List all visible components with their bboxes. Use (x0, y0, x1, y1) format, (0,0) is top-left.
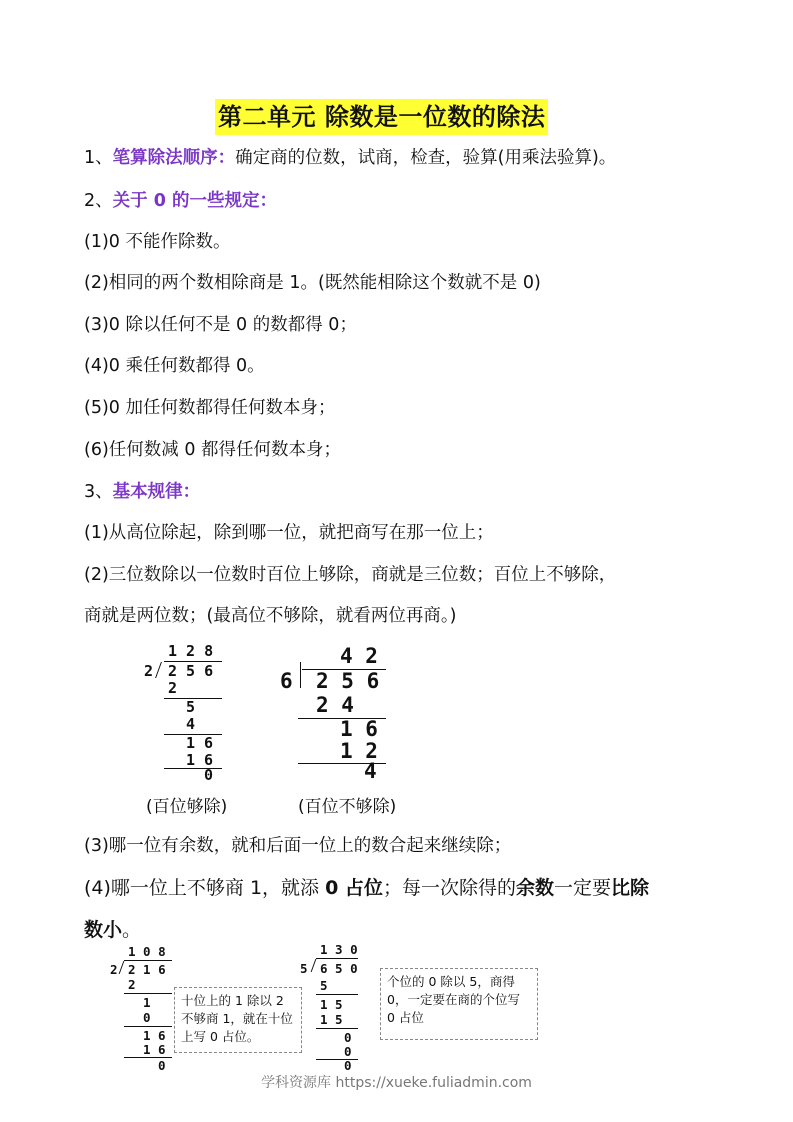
section-text: 确定商的位数，试商，检查，验算(用乘法验算)。 (235, 148, 617, 168)
law-emphasis: 数小 (84, 919, 123, 941)
zero-rule: (2)相同的两个数相除商是 1。(既然能相除这个数就不是 0) (84, 273, 541, 293)
step: 1 6 (143, 1042, 166, 1057)
step: 0 (143, 1010, 151, 1025)
section-2 (84, 189, 277, 213)
law-line: 商就是两位数；(最高位不够除，就看两位再商。) (84, 606, 457, 626)
division-example-2 (278, 642, 398, 782)
law-text: 一定要 (553, 877, 611, 899)
divisor: 6 (280, 669, 293, 693)
section-heading: 笔算除法顺序： (112, 148, 236, 168)
annotation-note: 十位上的 1 除以 2 不够商 1，就在十位上写 0 占位。 (174, 987, 302, 1053)
step: 0 (344, 1058, 352, 1073)
quotient: 1 0 8 (128, 944, 166, 959)
division-example-4 (298, 942, 368, 1072)
law-line: (3)哪一位有余数，就和后面一位上的数合起来继续除； (84, 836, 512, 856)
footer-watermark: 学科资源库 https://xueke.fuliadmin.com (261, 1075, 532, 1091)
law-line: (1)从高位除起，除到哪一位，就把商写在那一位上； (84, 523, 494, 543)
quotient: 1 2 8 (168, 642, 214, 660)
law-text: ；每一次除得的 (382, 877, 516, 899)
step: 1 6 (186, 751, 214, 769)
step: 0 (158, 1058, 166, 1073)
step: 1 6 (340, 717, 378, 741)
dividend: 2 1 6 (128, 962, 166, 977)
law-emphasis: 比除 (610, 877, 649, 899)
dividend: 6 5 0 (320, 961, 358, 976)
step: 1 (143, 995, 151, 1010)
page-title: 第二单元 除数是一位数的除法 (215, 99, 548, 135)
section-3 (84, 480, 200, 504)
step: 2 (128, 977, 136, 992)
section-number: 1、 (84, 148, 113, 168)
step: 1 5 (320, 1012, 343, 1027)
step: 1 2 (340, 739, 378, 763)
step: 0 (344, 1030, 352, 1045)
example-caption: (百位够除) (146, 797, 228, 817)
step: 0 (204, 766, 214, 784)
section-heading: 关于 0 的一些规定： (112, 191, 278, 211)
law-line: (2)三位数除以一位数时百位上够除，商就是三位数；百位上不够除， (84, 565, 617, 585)
zero-rule: (6)任何数减 0 都得任何数本身； (84, 440, 342, 460)
step: 1 6 (186, 734, 214, 752)
step: 2 4 (316, 693, 354, 717)
example-caption: (百位不够除) (298, 797, 397, 817)
step: 1 6 (143, 1028, 166, 1043)
law-emphasis: 0 占位 (325, 877, 383, 899)
law-text: (4)哪一位上不够商 1，就添 (84, 877, 326, 899)
quotient: 4 2 (340, 644, 378, 668)
law-emphasis: 余数 (515, 877, 554, 899)
zero-rule: (3)0 除以任何不是 0 的数都得 0； (84, 315, 357, 335)
step: 2 (168, 679, 178, 697)
zero-rule: (5)0 加任何数都得任何数本身； (84, 398, 336, 418)
section-1 (84, 146, 616, 170)
quotient: 1 3 0 (320, 942, 358, 957)
division-example-3 (108, 944, 178, 1072)
law-line (84, 876, 649, 900)
zero-rule: (4)0 乘任何数都得 0。 (84, 356, 265, 376)
step: 5 (186, 698, 196, 716)
divisor: 5 (300, 961, 308, 976)
section-number: 2、 (84, 191, 113, 211)
zero-rule: (1)0 不能作除数。 (84, 232, 231, 252)
divisor: 2 (144, 662, 154, 680)
dividend: 2 5 6 (316, 669, 380, 693)
division-example-1 (140, 640, 230, 784)
dividend: 2 5 6 (168, 662, 214, 680)
step: 4 (364, 759, 377, 783)
step: 4 (186, 715, 196, 733)
divisor: 2 (110, 962, 118, 977)
step: 5 (320, 978, 328, 993)
section-heading: 基本规律： (112, 482, 201, 502)
law-text: 。 (122, 919, 142, 941)
law-line (84, 918, 141, 942)
annotation-note: 个位的 0 除以 5，商得 0，一定要在商的个位写 0 占位 (380, 968, 538, 1040)
step: 0 (344, 1044, 352, 1059)
section-number: 3、 (84, 482, 113, 502)
step: 1 5 (320, 997, 343, 1012)
